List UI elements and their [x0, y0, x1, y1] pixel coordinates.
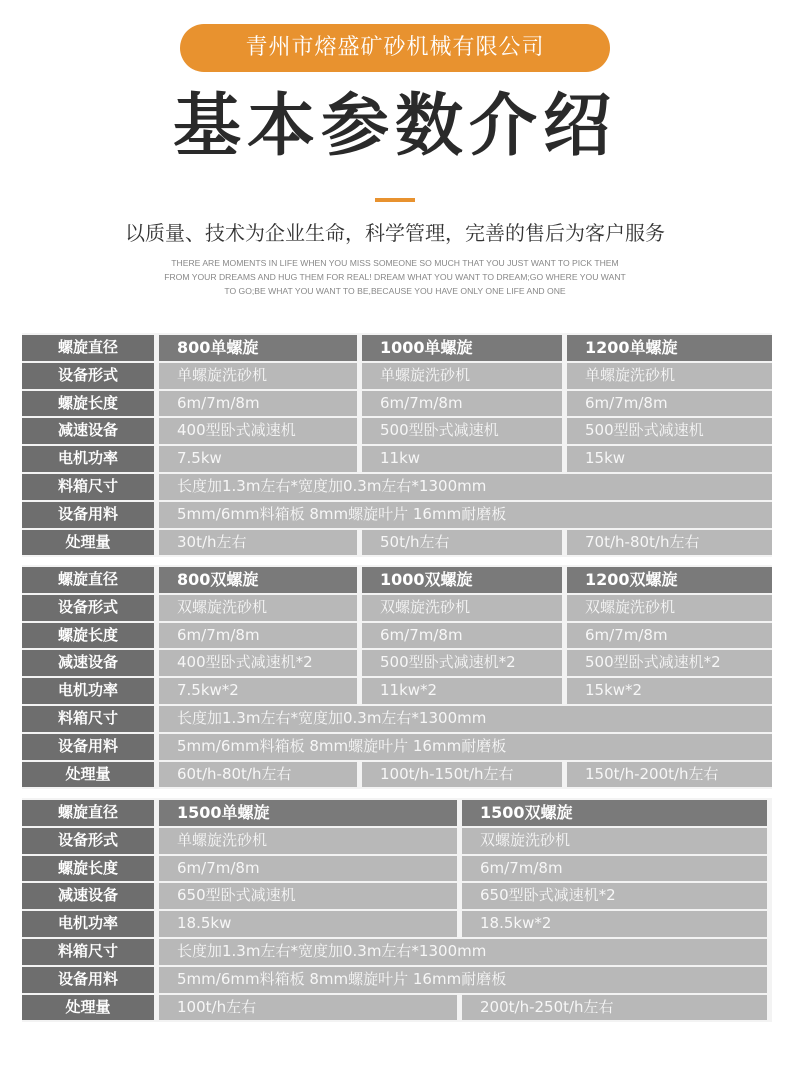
length-cell: 6m/7m/8m: [159, 391, 357, 417]
model-header: 1500双螺旋: [462, 800, 767, 826]
row-label-capacity: 处理量: [22, 762, 154, 788]
reducer-cell: 650型卧式减速机*2: [462, 883, 767, 909]
length-cell: 6m/7m/8m: [362, 391, 562, 417]
capacity-cell: 150t/h-200t/h左右: [567, 762, 772, 788]
reducer-cell: 500型卧式减速机: [567, 418, 772, 444]
title-accent-divider: [375, 198, 415, 202]
capacity-cell: 70t/h-80t/h左右: [567, 530, 772, 556]
english-line: THERE ARE MOMENTS IN LIFE WHEN YOU MISS SOMEONE SO MUCH THAT YOU JUST WANT TO PICK THEM: [171, 258, 619, 268]
capacity-cell: 60t/h-80t/h左右: [159, 762, 357, 788]
reducer-cell: 500型卧式减速机*2: [362, 650, 562, 676]
power-cell: 7.5kw: [159, 446, 357, 472]
model-header: 1200双螺旋: [567, 567, 772, 593]
form-cell: 单螺旋洗砂机: [159, 363, 357, 389]
model-header: 800单螺旋: [159, 335, 357, 361]
row-label-length: 螺旋长度: [22, 623, 154, 649]
row-label-form: 设备形式: [22, 595, 154, 621]
capacity-cell: 200t/h-250t/h左右: [462, 995, 767, 1021]
material-cell: 5mm/6mm料箱板 8mm螺旋叶片 16mm耐磨板: [159, 967, 767, 993]
form-cell: 双螺旋洗砂机: [362, 595, 562, 621]
model-header: 800双螺旋: [159, 567, 357, 593]
row-label-box: 料箱尺寸: [22, 474, 154, 500]
length-cell: 6m/7m/8m: [362, 623, 562, 649]
power-cell: 18.5kw: [159, 911, 457, 937]
box-size-cell: 长度加1.3m左右*宽度加0.3m左右*1300mm: [159, 706, 772, 732]
power-cell: 11kw: [362, 446, 562, 472]
length-cell: 6m/7m/8m: [462, 856, 767, 882]
box-size-cell: 长度加1.3m左右*宽度加0.3m左右*1300mm: [159, 474, 772, 500]
form-cell: 单螺旋洗砂机: [567, 363, 772, 389]
row-label-power: 电机功率: [22, 446, 154, 472]
box-size-cell: 长度加1.3m左右*宽度加0.3m左右*1300mm: [159, 939, 767, 965]
model-header: 1000单螺旋: [362, 335, 562, 361]
row-label-length: 螺旋长度: [22, 391, 154, 417]
page-title: 基本参数介绍: [172, 87, 617, 166]
spec-table-double-screw: [22, 565, 772, 789]
company-name-badge: 青州市熔盛矿砂机械有限公司: [180, 24, 610, 72]
power-cell: 7.5kw*2: [159, 678, 357, 704]
form-cell: 双螺旋洗砂机: [462, 828, 767, 854]
length-cell: 6m/7m/8m: [567, 391, 772, 417]
capacity-cell: 100t/h-150t/h左右: [362, 762, 562, 788]
english-tagline: [100, 256, 690, 298]
row-label-reducer: 减速设备: [22, 883, 154, 909]
row-label-material: 设备用料: [22, 502, 154, 528]
power-cell: 15kw: [567, 446, 772, 472]
power-cell: 18.5kw*2: [462, 911, 767, 937]
reducer-cell: 500型卧式减速机*2: [567, 650, 772, 676]
form-cell: 单螺旋洗砂机: [362, 363, 562, 389]
row-label-power: 电机功率: [22, 911, 154, 937]
form-cell: 双螺旋洗砂机: [567, 595, 772, 621]
reducer-cell: 500型卧式减速机: [362, 418, 562, 444]
material-cell: 5mm/6mm料箱板 8mm螺旋叶片 16mm耐磨板: [159, 502, 772, 528]
reducer-cell: 400型卧式减速机*2: [159, 650, 357, 676]
capacity-cell: 50t/h左右: [362, 530, 562, 556]
material-cell: 5mm/6mm料箱板 8mm螺旋叶片 16mm耐磨板: [159, 734, 772, 760]
model-header: 1000双螺旋: [362, 567, 562, 593]
row-label-box: 料箱尺寸: [22, 706, 154, 732]
row-label-capacity: 处理量: [22, 530, 154, 556]
row-label-reducer: 减速设备: [22, 650, 154, 676]
row-label-material: 设备用料: [22, 734, 154, 760]
row-label-capacity: 处理量: [22, 995, 154, 1021]
row-label-length: 螺旋长度: [22, 856, 154, 882]
english-line: FROM YOUR DREAMS AND HUG THEM FOR REAL! DREAM WHAT YOU WANT TO DREAM;GO WHERE YOU WANT: [164, 272, 626, 282]
power-cell: 11kw*2: [362, 678, 562, 704]
english-line: TO GO;BE WHAT YOU WANT TO BE,BECAUSE YOU HAVE ONLY ONE LIFE AND ONE: [224, 286, 566, 296]
capacity-cell: 100t/h左右: [159, 995, 457, 1021]
length-cell: 6m/7m/8m: [159, 856, 457, 882]
row-label-diameter: 螺旋直径: [22, 335, 154, 361]
reducer-cell: 650型卧式减速机: [159, 883, 457, 909]
spec-table-single-screw: [22, 333, 772, 557]
slogan: 以质量、技术为企业生命，科学管理，完善的售后为客户服务: [125, 221, 665, 245]
length-cell: 6m/7m/8m: [567, 623, 772, 649]
model-header: 1500单螺旋: [159, 800, 457, 826]
capacity-cell: 30t/h左右: [159, 530, 357, 556]
row-label-diameter: 螺旋直径: [22, 800, 154, 826]
power-cell: 15kw*2: [567, 678, 772, 704]
row-label-power: 电机功率: [22, 678, 154, 704]
spec-table-1500: [22, 798, 772, 1022]
length-cell: 6m/7m/8m: [159, 623, 357, 649]
model-header: 1200单螺旋: [567, 335, 772, 361]
reducer-cell: 400型卧式减速机: [159, 418, 357, 444]
row-label-material: 设备用料: [22, 967, 154, 993]
row-label-box: 料箱尺寸: [22, 939, 154, 965]
row-label-form: 设备形式: [22, 828, 154, 854]
row-label-diameter: 螺旋直径: [22, 567, 154, 593]
form-cell: 单螺旋洗砂机: [159, 828, 457, 854]
row-label-reducer: 减速设备: [22, 418, 154, 444]
row-label-form: 设备形式: [22, 363, 154, 389]
form-cell: 双螺旋洗砂机: [159, 595, 357, 621]
